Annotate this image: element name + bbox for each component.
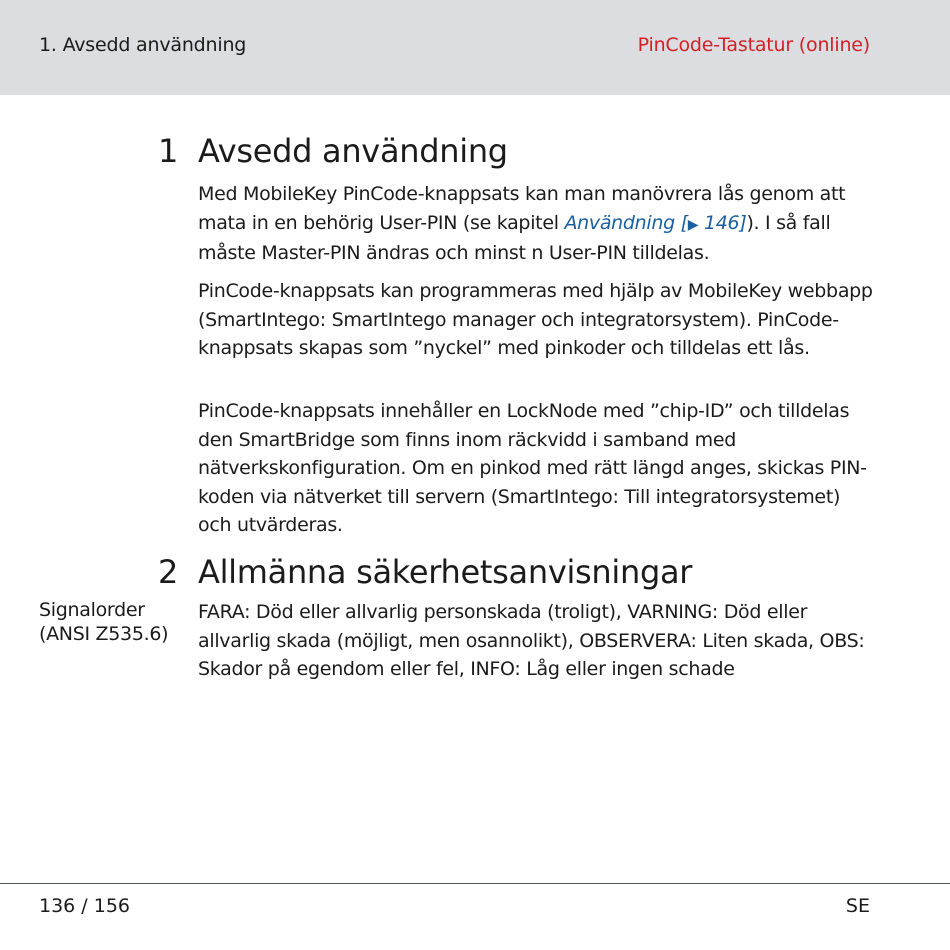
crossref-link-anvandning[interactable]: Användning [▶ 146] (564, 211, 747, 234)
page-header (0, 0, 950, 95)
section1-heading (157, 132, 508, 170)
section1-paragraph-3: PinCode-knappsats innehåller en LockNode med ”chip-ID” och tilldelas den SmartBridge som finns inom räckvidd i samband med nätverkskonfiguration. Om en pinkod med rätt längd anges, skickas PIN-koden via nätverket till servern (SmartIntego: Till integratorsystemet) och utvärderas. (198, 400, 867, 536)
section1-paragraph-2: PinCode-knappsats kan programmeras med hjälp av MobileKey webbapp (SmartIntego: SmartIntego manager och integratorsystem). PinCode-knappsats skapas som ”nyckel” med pinkoder och tilldelas ett lås. (198, 280, 873, 359)
section2-paragraph-1: FARA: Död eller allvarlig personskada (troligt), VARNING: Död eller allvarlig skada (möjligt, men osannolikt), OBSERVERA: Liten skada, OBS: Skador på egendom eller fel, INFO: Låg eller ingen schade (198, 601, 865, 680)
language-code: SE (845, 895, 870, 917)
product-title: PinCode-Tastatur (online) (637, 34, 870, 56)
section2-title: Allmänna säkerhetsanvisningar (198, 553, 693, 591)
section2-number: 2 (157, 553, 178, 591)
section1-paragraph-1: Med MobileKey PinCode-knappsats kan man manövrera lås genom att mata in en behörig User-PIN (se kapitel Användning [▶ 146]). I så fall måste Master-PIN ändras och minst n User-PIN tilldelas. (198, 183, 846, 264)
section2-heading (157, 553, 693, 591)
chapter-title: 1. Avsedd användning (39, 34, 247, 56)
footer-divider (0, 883, 950, 884)
section1-number: 1 (157, 132, 178, 170)
signal-order-label: Signalorder (ANSI Z535.6) (39, 599, 169, 645)
section1-title: Avsedd användning (198, 132, 508, 170)
crossref-arrow-icon: ▶ (687, 216, 699, 233)
page-number: 136 / 156 (39, 895, 131, 917)
